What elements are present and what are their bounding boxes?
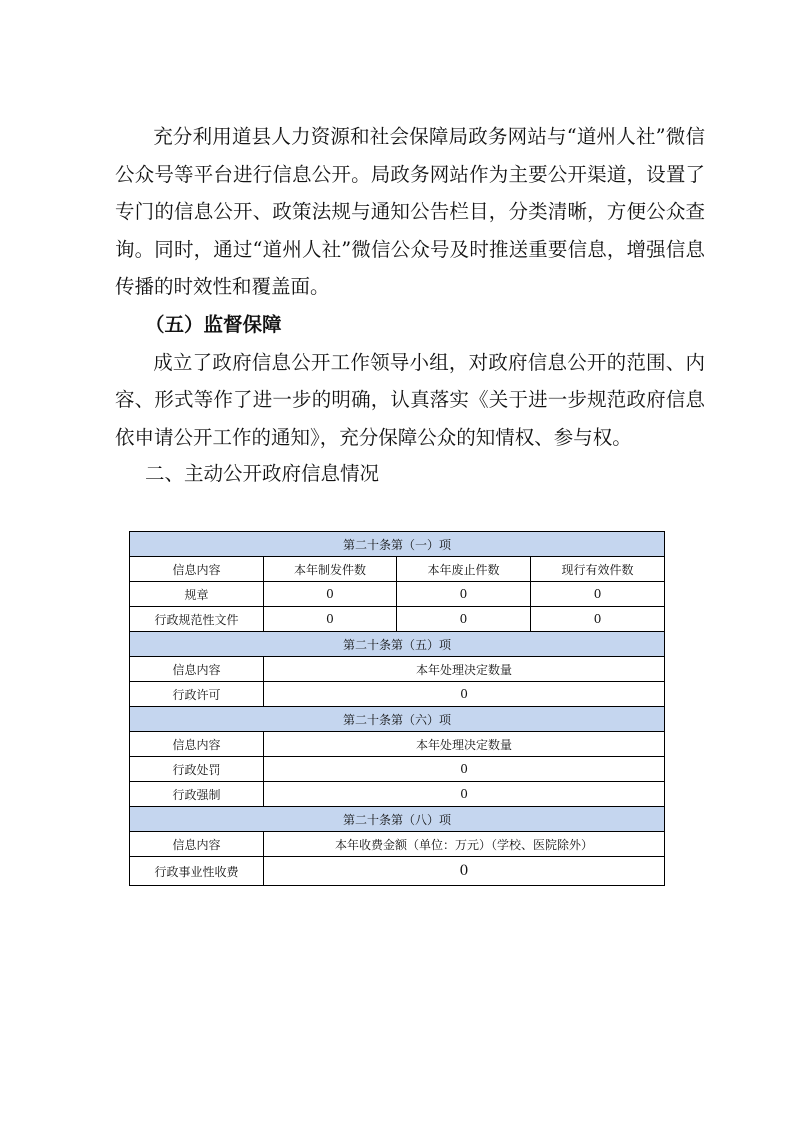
column-header: 信息内容 (130, 557, 264, 582)
table-row (130, 782, 665, 807)
table-row (130, 857, 665, 886)
column-header: 信息内容 (130, 657, 264, 682)
table-column-header-row (130, 732, 665, 757)
cell-value: 0 (531, 607, 665, 632)
column-header: 本年废止件数 (397, 557, 531, 582)
cell-value: 0 (264, 582, 397, 607)
table-section-header (130, 532, 665, 557)
info-disclosure-table (129, 531, 665, 886)
table-column-header-row (130, 832, 665, 857)
row-label: 规章 (130, 582, 264, 607)
table-row (130, 607, 665, 632)
table-section-header (130, 707, 665, 732)
paragraph-supervision (115, 344, 705, 457)
row-label: 行政强制 (130, 782, 264, 807)
column-header: 现行有效件数 (531, 557, 665, 582)
section-title: 二、主动公开政府信息情况 (145, 462, 380, 485)
row-label: 行政许可 (130, 682, 264, 707)
column-header: 本年制发件数 (264, 557, 397, 582)
cell-value: 0 (264, 757, 665, 782)
table-row (130, 582, 665, 607)
cell-value: 0 (531, 582, 665, 607)
cell-value: 0 (264, 607, 397, 632)
table-column-header-row (130, 557, 665, 582)
cell-value: 0 (264, 857, 665, 886)
cell-value: 0 (264, 782, 665, 807)
column-header: 本年处理决定数量 (264, 657, 665, 682)
document-body (115, 118, 705, 490)
column-header: 本年收费金额（单位：万元）（学校、医院除外） (264, 832, 665, 857)
section-header-cell: 第二十条第（六）项 (130, 707, 665, 732)
table-row (130, 682, 665, 707)
cell-value: 0 (264, 682, 665, 707)
paragraph-platforms (115, 118, 705, 306)
table-column-header-row (130, 657, 665, 682)
section-header-cell: 第二十条第（一）项 (130, 532, 665, 557)
section-header-cell: 第二十条第（八）项 (130, 807, 665, 832)
column-header: 信息内容 (130, 732, 264, 757)
column-header: 信息内容 (130, 832, 264, 857)
table-section-header (130, 632, 665, 657)
cell-value: 0 (397, 582, 531, 607)
paragraph-platforms-text: 充分利用道县人力资源和社会保障局政务网站与“道州人社”微信公众号等平台进行信息公开。局政务网站作为主要公开渠道，设置了专门的信息公开、政策法规与通知公告栏目，分类清晰，方便公众查询。同时，通过“道州人社”微信公众号及时推送重要信息，增强信息传播的时效性和覆盖面。 (115, 125, 705, 298)
paragraph-supervision-text: 成立了政府信息公开工作领导小组，对政府信息公开的范围、内容、形式等作了进一步的明确，认真落实《关于进一步规范政府信息依申请公开工作的通知》，充分保障公众的知情权、参与权。 (115, 350, 705, 449)
heading-supervision: （五）监督保障 (145, 312, 282, 336)
row-label: 行政规范性文件 (130, 607, 264, 632)
row-label: 行政处罚 (130, 757, 264, 782)
table-row (130, 757, 665, 782)
column-header: 本年处理决定数量 (264, 732, 665, 757)
cell-value: 0 (397, 607, 531, 632)
table-section-header (130, 807, 665, 832)
section-header-cell: 第二十条第（五）项 (130, 632, 665, 657)
row-label: 行政事业性收费 (130, 857, 264, 886)
